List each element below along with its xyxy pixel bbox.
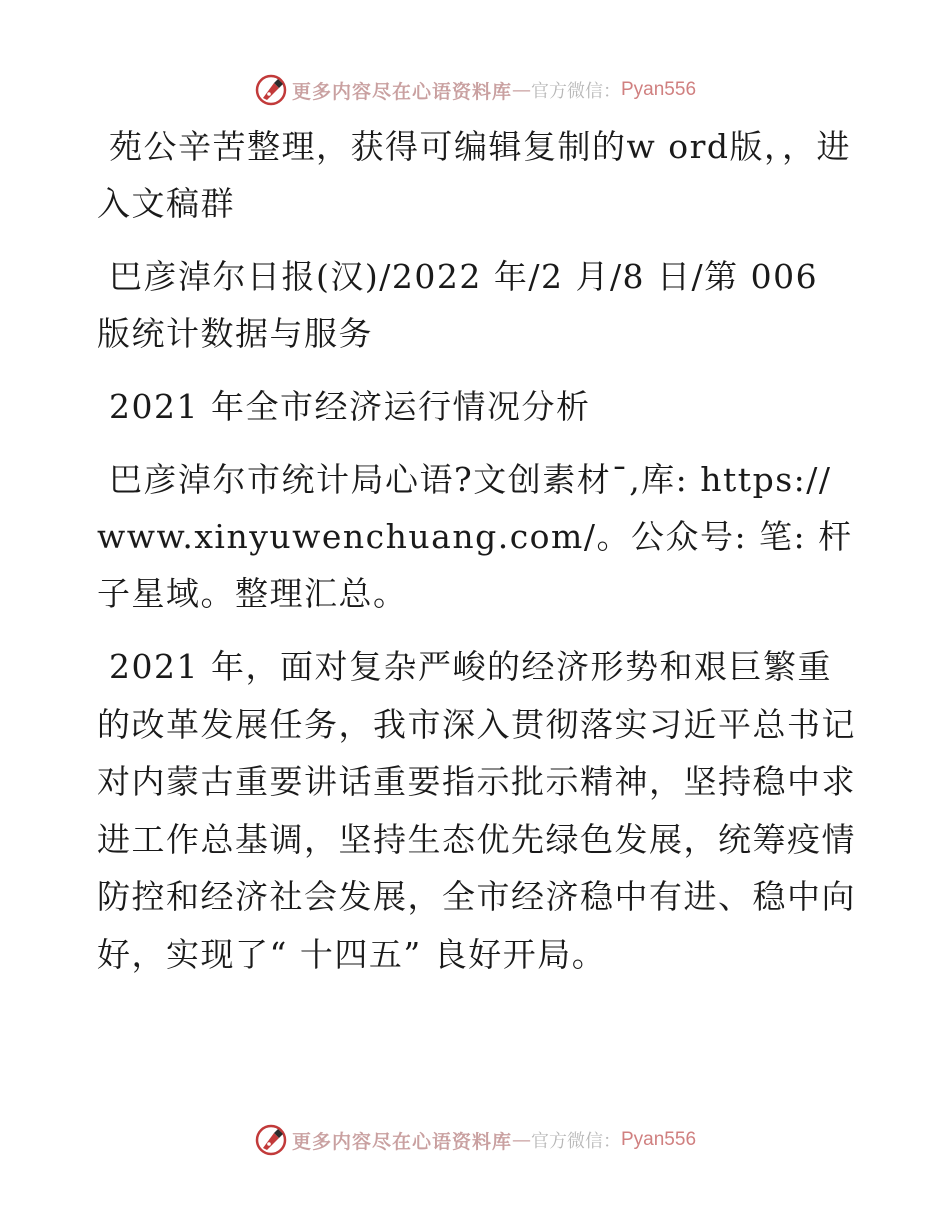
watermark-dash: — [512, 79, 531, 101]
paragraph-title: 2021 年全市经济运行情况分析 [109, 387, 591, 426]
watermark-wechat-id: Pyan556 [621, 1129, 697, 1150]
watermark-official-label: 官方微信： [531, 81, 621, 102]
header-watermark [0, 70, 950, 110]
pen-nib-logo-icon [254, 73, 288, 107]
watermark-brand-text: 更多内容尽在心语资料库 [291, 80, 512, 103]
footer-watermark [0, 1120, 950, 1160]
watermark-official-label: 官方微信： [531, 1131, 621, 1152]
paragraph-source: 巴彦淖尔日报(汉)/2022 年/2 月/8 日/第 006 版统计数据与服务 [97, 257, 819, 353]
pen-nib-logo-icon [254, 1123, 288, 1157]
paragraph-body: 2021 年，面对复杂严峻的经济形势和艰巨繁重的改革发展任务，我市深入贯彻落实习近平总书记对内蒙古重要讲话重要指示批示精神，坚持稳中求进工作总基调，坚持生态优先绿色发展，统筹疫情防控和经济社会发展，全市经济稳中有进、稳中向好，实现了“ 十四五” 良好开局。 [97, 647, 856, 974]
watermark-wechat-id: Pyan556 [621, 79, 697, 100]
watermark-dash: — [512, 1129, 531, 1151]
paragraph-author: 巴彦淖尔市统计局心语?文创素材¯,库: https://www.xinyuwenchuang.com/。公众号: 笔: 杆子星域。整理汇总。 [97, 460, 853, 613]
watermark-brand-text: 更多内容尽在心语资料库 [291, 1130, 512, 1153]
document-body [97, 118, 857, 999]
paragraph-intro-note: 苑公辛苦整理，获得可编辑复制的w ord版，，进入文稿群 [97, 127, 852, 223]
